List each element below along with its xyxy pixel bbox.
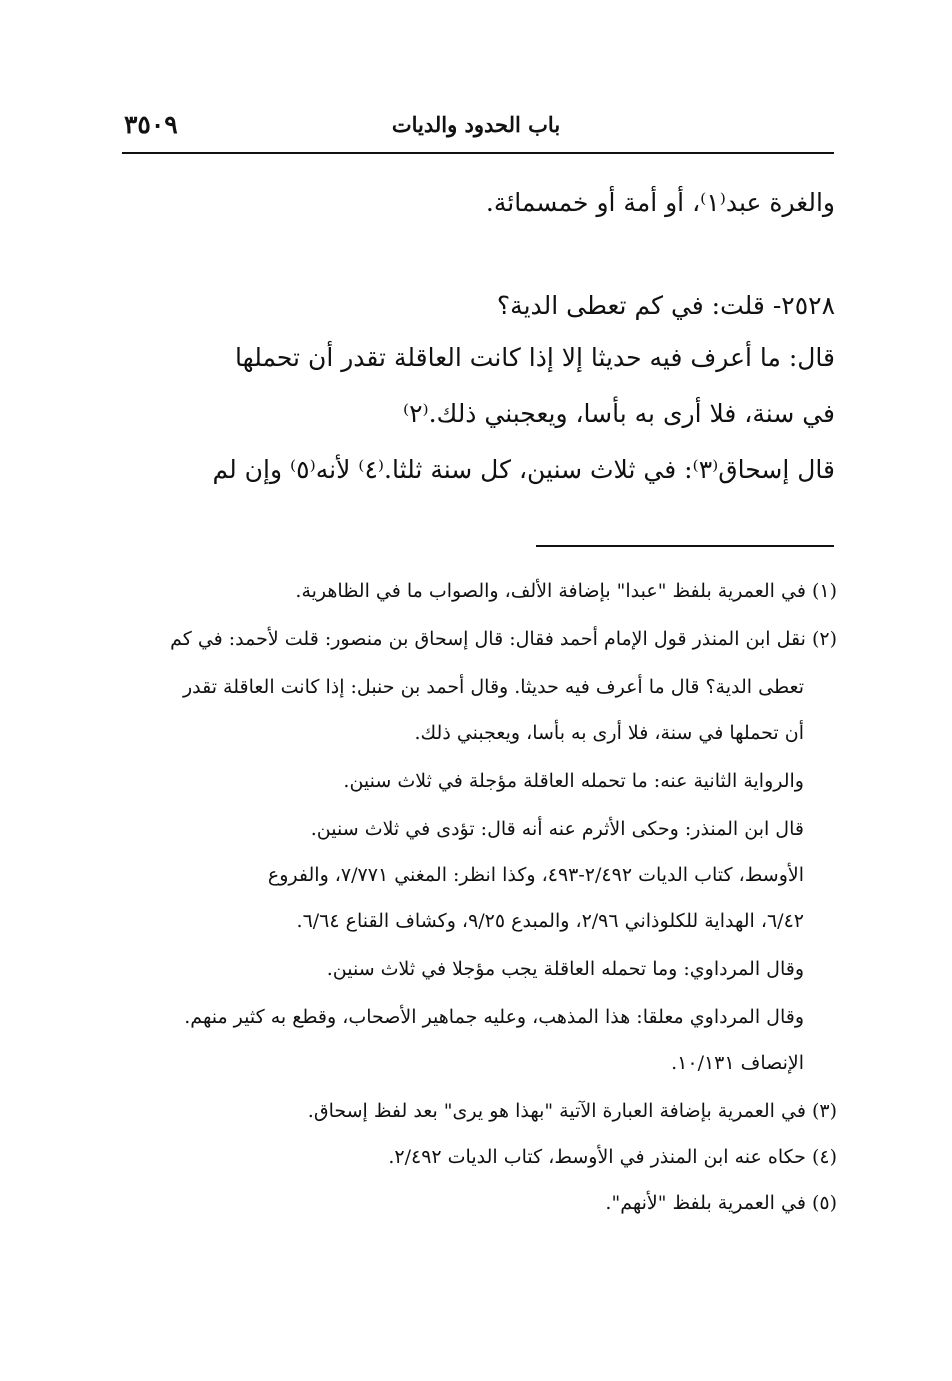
body-line-3: قال: ما أعرف فيه حديثا إلا إذا كانت العاقلة تقدر أن تحملها (235, 343, 835, 372)
body-line-4: في سنة، فلا أرى به بأسا، ويعجبني ذلك.⁽٢⁾ (402, 399, 835, 428)
footnote-line-9: وقال المرداوي: وما تحمله العاقلة يجب مؤجلا في ثلاث سنين. (326, 958, 804, 980)
footnote-line-1: (١) في العمرية بلفظ "عبدا" بإضافة الألف، والصواب ما في الظاهرية. (295, 580, 837, 602)
footnote-line-11: الإنصاف ١٠/١٣١. (671, 1052, 804, 1074)
footnote-line-7: الأوسط، كتاب الديات ٢/٤٩٢-٤٩٣، وكذا انظر: المغني ٧/٧٧١، والفروع (267, 864, 804, 886)
footnote-line-3: تعطى الدية؟ قال ما أعرف فيه حديثا. وقال أحمد بن حنبل: إذا كانت العاقلة تقدر (182, 676, 804, 698)
footnote-line-4: أن تحملها في سنة، فلا أرى به بأسا، ويعجبني ذلك. (414, 722, 804, 744)
footnote-line-6: قال ابن المنذر: وحكى الأثرم عنه أنه قال: تؤدى في ثلاث سنين. (310, 818, 804, 840)
running-header-title: باب الحدود والديات (391, 112, 561, 137)
footnote-line-13: (٤) حكاه عنه ابن المنذر في الأوسط، كتاب الديات ٢/٤٩٢. (388, 1146, 837, 1168)
footnote-line-12: (٣) في العمرية بإضافة العبارة الآتية "بهذا هو يرى" بعد لفظ إسحاق. (307, 1100, 837, 1122)
footnote-line-5: والرواية الثانية عنه: ما تحمله العاقلة مؤجلة في ثلاث سنين. (343, 770, 804, 792)
body-line-5: قال إسحاق⁽٣⁾: في ثلاث سنين، كل سنة ثلثا.⁽٤⁾ لأنه⁽٥⁾ وإن لم (212, 455, 835, 484)
footnote-separator (536, 545, 834, 547)
footnote-line-8: ٦/٤٢، الهداية للكلوذاني ٢/٩٦، والمبدع ٩/٢٥، وكشاف القناع ٦/٦٤. (296, 910, 804, 932)
page-number: ٣٥٠٩ (124, 110, 178, 139)
header-rule (122, 152, 834, 154)
footnote-line-10: وقال المرداوي معلقا: هذا المذهب، وعليه جماهير الأصحاب، وقطع به كثير منهم. (184, 1006, 804, 1028)
body-line-2: ٢٥٢٨- قلت: في كم تعطى الدية؟ (496, 291, 835, 320)
body-line-1: والغرة عبد⁽١⁾، أو أمة أو خمسمائة. (485, 188, 835, 217)
footnote-line-2: (٢) نقل ابن المنذر قول الإمام أحمد فقال: قال إسحاق بن منصور: قلت لأحمد: في كم (170, 628, 837, 650)
footnote-line-14: (٥) في العمرية بلفظ "لأنهم". (605, 1192, 837, 1214)
